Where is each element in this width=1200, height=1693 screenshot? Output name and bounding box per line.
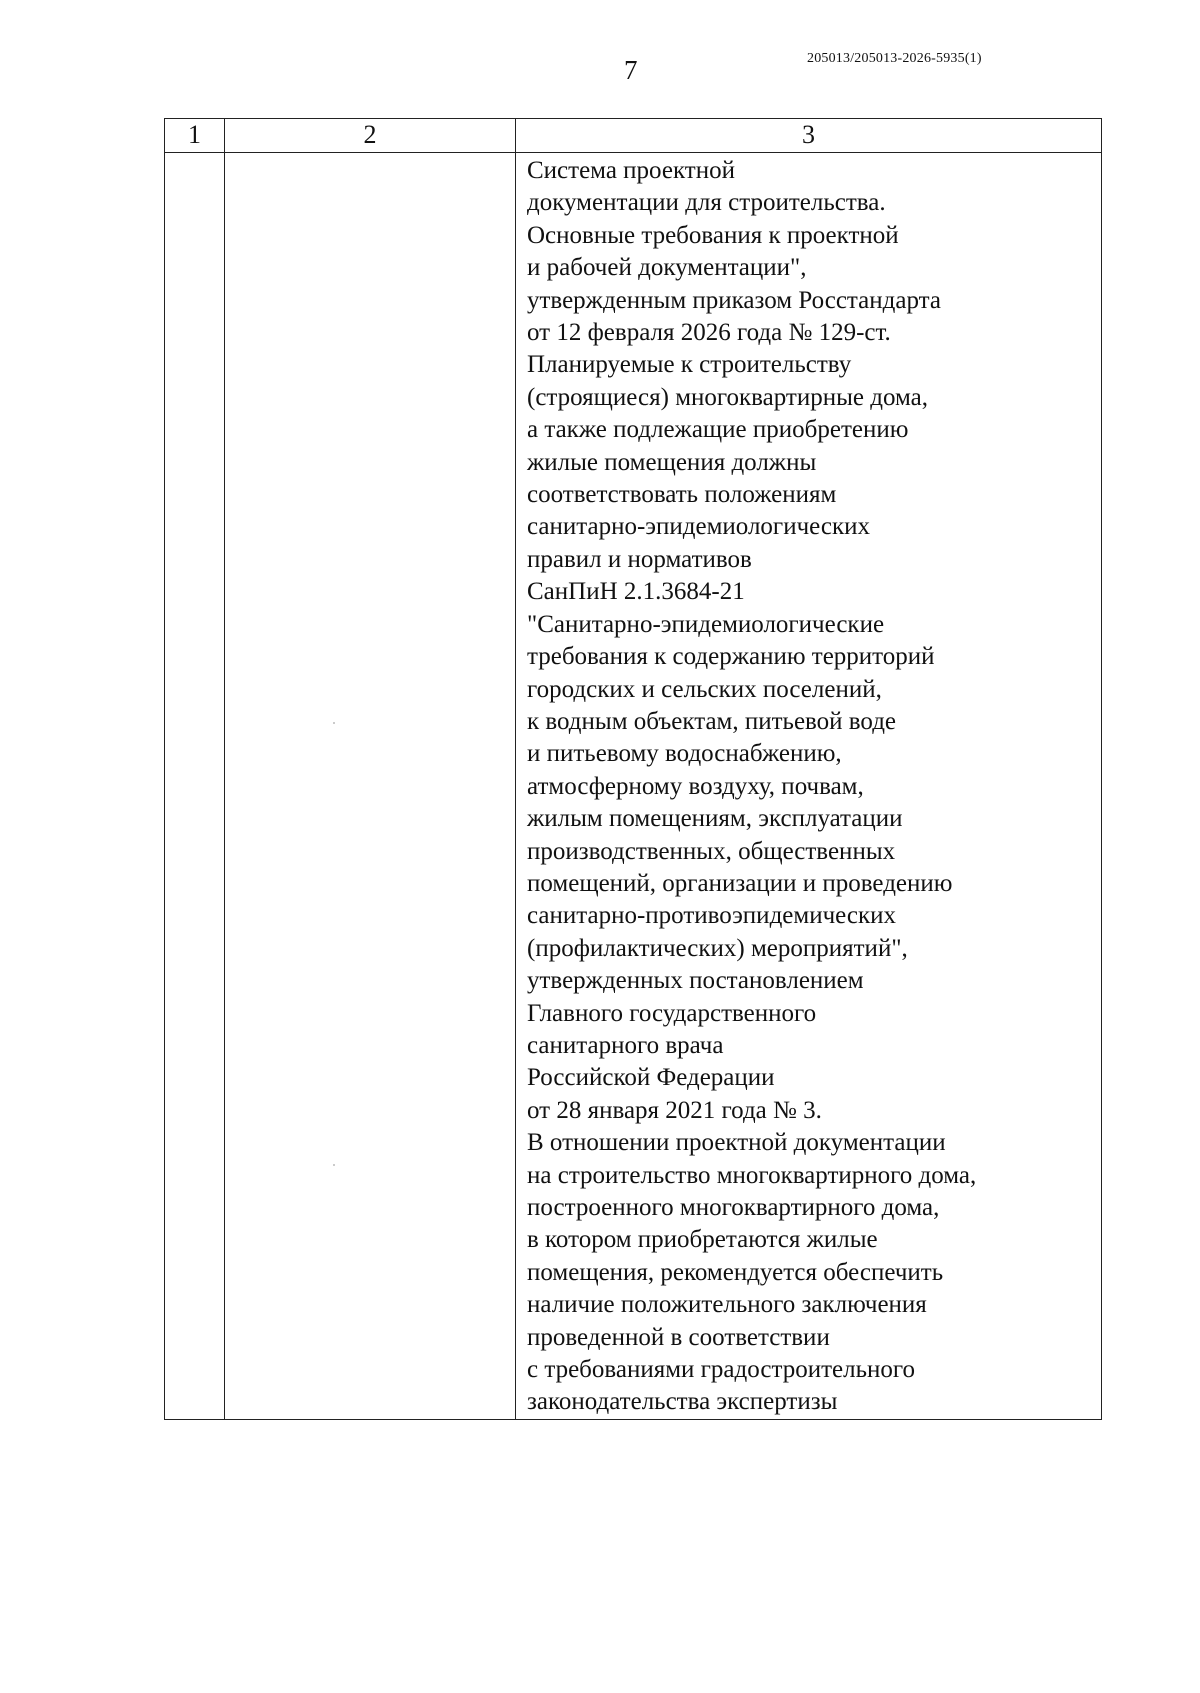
cell-text-line: (строящиеся) многоквартирные дома, (527, 383, 928, 411)
column-header-2: 2 (225, 119, 516, 153)
cell-col3 (516, 153, 1102, 1420)
cell-text-line: производственных, общественных (527, 837, 896, 865)
cell-text-line: санитарно-противоэпидемических (527, 902, 896, 930)
document-code: 205013/205013-2026-5935(1) (807, 51, 982, 66)
cell-text-line: утвержденных постановлением (527, 967, 864, 995)
cell-text-line: Планируемые к строительству (527, 351, 852, 379)
scan-speck (333, 722, 335, 724)
cell-text-line: "Санитарно-эпидемиологические (527, 610, 885, 638)
cell-text-line: утвержденным приказом Росстандарта (527, 286, 941, 314)
cell-text-line: от 28 января 2021 года № 3. (527, 1096, 822, 1124)
table-row (165, 153, 1102, 1420)
cell-text-line: и питьевому водоснабжению, (527, 740, 842, 768)
page-number: 7 (624, 55, 638, 85)
cell-col2 (225, 153, 516, 1420)
scan-speck (333, 1164, 335, 1166)
cell-text-line: Система проектной (527, 157, 735, 184)
cell-text-line: атмосферному воздуху, почвам, (527, 772, 864, 800)
cell-text-line: проведенной в соответствии (527, 1323, 830, 1351)
cell-text-line: наличие положительного заключения (527, 1291, 927, 1319)
cell-text-line: помещения, рекомендуется обеспечить (527, 1258, 944, 1286)
cell-text-line: соответствовать положениям (527, 481, 837, 509)
cell-text-line: документации для строительства. (527, 189, 886, 217)
cell-text-line: построенного многоквартирного дома, (527, 1194, 940, 1221)
cell-text-line: СанПиН 2.1.3684-21 (527, 578, 745, 606)
column-header-3: 3 (516, 119, 1102, 153)
cell-text-line: санитарного врача (527, 1031, 724, 1059)
content-table (164, 118, 1102, 1420)
column-header-1: 1 (165, 119, 225, 153)
cell-text-line: с требованиями градостроительного (527, 1356, 915, 1384)
cell-text-line: в котором приобретаются жилые (527, 1226, 878, 1254)
cell-text-line: а также подлежащие приобретению (527, 416, 909, 444)
cell-text-line: Основные требования к проектной (527, 221, 899, 249)
cell-text-line: на строительство многоквартирного дома, (527, 1161, 977, 1189)
cell-text-line: помещений, организации и проведению (527, 869, 953, 897)
cell-text-line: к водным объектам, питьевой воде (527, 707, 897, 735)
cell-text-line: (профилактических) мероприятий", (527, 934, 908, 962)
cell-text-line: Главного государственного (527, 999, 817, 1027)
cell-text-line: Российской Федерации (527, 1064, 775, 1092)
cell-text-line: и рабочей документации", (527, 254, 807, 282)
cell-text-line: от 12 февраля 2026 года № 129-ст. (527, 319, 891, 347)
cell-text-line: жилым помещениям, эксплуатации (527, 805, 903, 833)
cell-text-line: жилые помещения должны (527, 448, 817, 476)
cell-text-line: законодательства экспертизы (527, 1388, 838, 1416)
cell-text-line: правил и нормативов (527, 545, 752, 573)
cell-col1 (165, 153, 225, 1420)
cell-text-line: требования к содержанию территорий (527, 643, 935, 671)
table-header-row (165, 119, 1102, 153)
cell-text-block (527, 155, 1101, 1419)
cell-text-line: В отношении проектной документации (527, 1129, 946, 1157)
cell-text-line: городских и сельских поселений, (527, 675, 882, 703)
cell-text-line: санитарно-эпидемиологических (527, 513, 870, 541)
